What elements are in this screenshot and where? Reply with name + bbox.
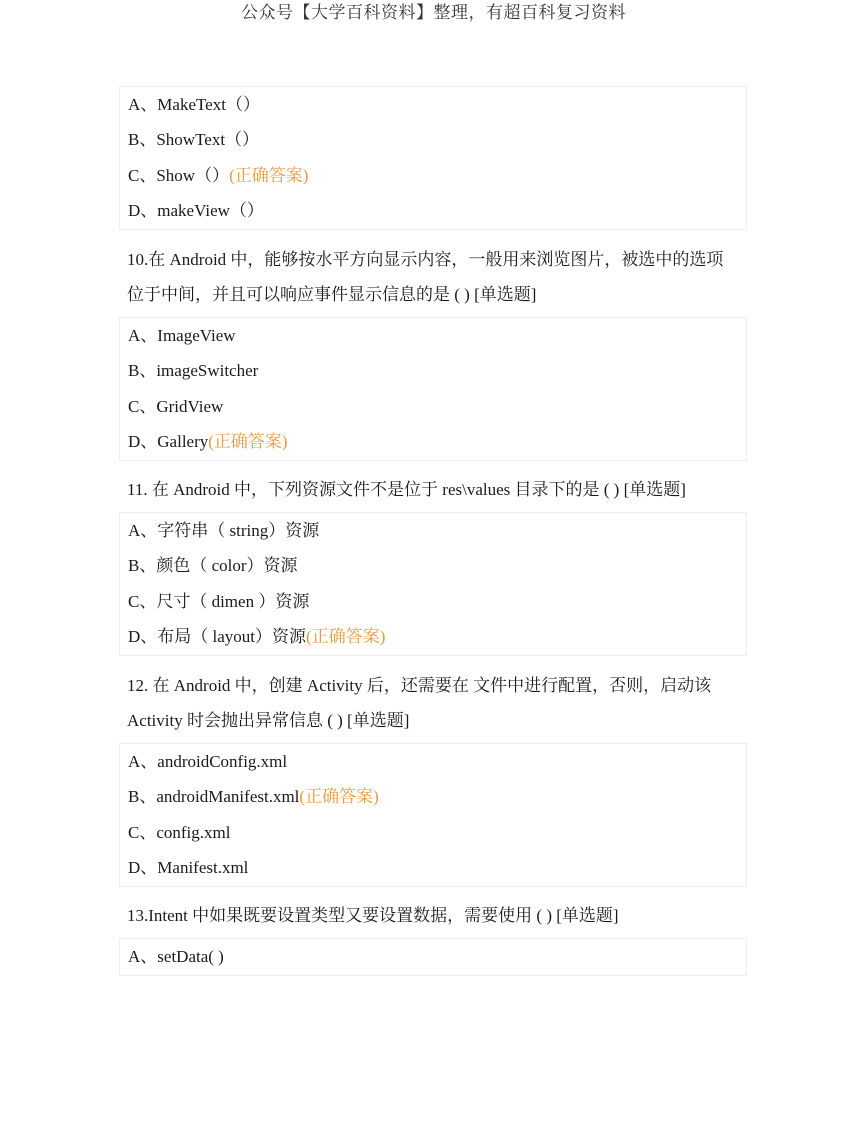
option-text: C、GridView	[128, 396, 224, 416]
question-10-options	[119, 317, 747, 461]
question-9-options	[119, 86, 747, 230]
q11-option-b[interactable]	[128, 549, 746, 585]
option-text: B、ShowText（）	[128, 130, 260, 150]
question-11-options	[119, 512, 747, 656]
question-13-text: 13.Intent 中如果既要设置类型又要设置数据，需要使用 ( ) [单选题]	[127, 906, 619, 925]
correct-answer-label: (正确答案)	[306, 627, 386, 647]
q12-option-b[interactable]	[128, 780, 746, 816]
q12-option-a[interactable]	[128, 744, 746, 780]
option-text: D、布局（ layout）资源	[128, 627, 307, 647]
q9-option-b[interactable]	[128, 123, 746, 159]
option-text: B、颜色（ color）资源	[128, 556, 298, 576]
option-text: A、ImageView	[128, 325, 236, 345]
option-text: C、尺寸（ dimen ）资源	[128, 591, 310, 611]
q10-option-b[interactable]	[128, 354, 746, 390]
question-12-options	[119, 743, 747, 887]
option-text: A、MakeText（）	[128, 94, 260, 114]
option-text: C、config.xml	[128, 822, 231, 842]
q13-option-a[interactable]	[128, 939, 746, 975]
question-10-text-line1: 10.在 Android 中，能够按水平方向显示内容，一般用来浏览图片，被选中的选项	[127, 250, 724, 269]
option-text: D、Manifest.xml	[128, 858, 249, 878]
q10-option-d[interactable]	[128, 425, 746, 461]
q9-option-c[interactable]	[128, 158, 746, 194]
q9-option-a[interactable]	[128, 87, 746, 123]
question-10-text-line2: 位于中间，并且可以响应事件显示信息的是 ( ) [单选题]	[127, 285, 537, 304]
option-text: B、imageSwitcher	[128, 361, 259, 381]
correct-answer-label: (正确答案)	[299, 787, 379, 807]
q12-option-c[interactable]	[128, 815, 746, 851]
q12-option-d[interactable]	[128, 851, 746, 887]
option-text: A、setData( )	[128, 946, 224, 966]
option-text: D、makeView（）	[128, 201, 264, 221]
option-text: B、androidManifest.xml	[128, 787, 300, 807]
correct-answer-label: (正确答案)	[229, 165, 309, 185]
question-13-options	[119, 938, 747, 976]
correct-answer-label: (正确答案)	[208, 432, 288, 452]
option-text: A、字符串（ string）资源	[128, 520, 320, 540]
question-12-text-line1: 12. 在 Android 中，创建 Activity 后，还需要在 文件中进行配置，否则，启动该	[127, 676, 712, 695]
option-text: C、Show（）	[128, 165, 230, 185]
q10-option-a[interactable]	[128, 318, 746, 354]
page-header: 公众号【大学百科资料】整理，有超百科复习资料	[241, 3, 626, 22]
q11-option-d[interactable]	[128, 620, 746, 656]
option-text: A、androidConfig.xml	[128, 751, 288, 771]
question-12-text-line2: Activity 时会抛出异常信息 ( ) [单选题]	[127, 711, 410, 730]
q10-option-c[interactable]	[128, 389, 746, 425]
q9-option-d[interactable]	[128, 194, 746, 230]
question-11-text: 11. 在 Android 中，下列资源文件不是位于 res\values 目录下的是 ( ) [单选题]	[127, 480, 686, 499]
q11-option-c[interactable]	[128, 584, 746, 620]
option-text: D、Gallery	[128, 432, 209, 452]
q11-option-a[interactable]	[128, 513, 746, 549]
